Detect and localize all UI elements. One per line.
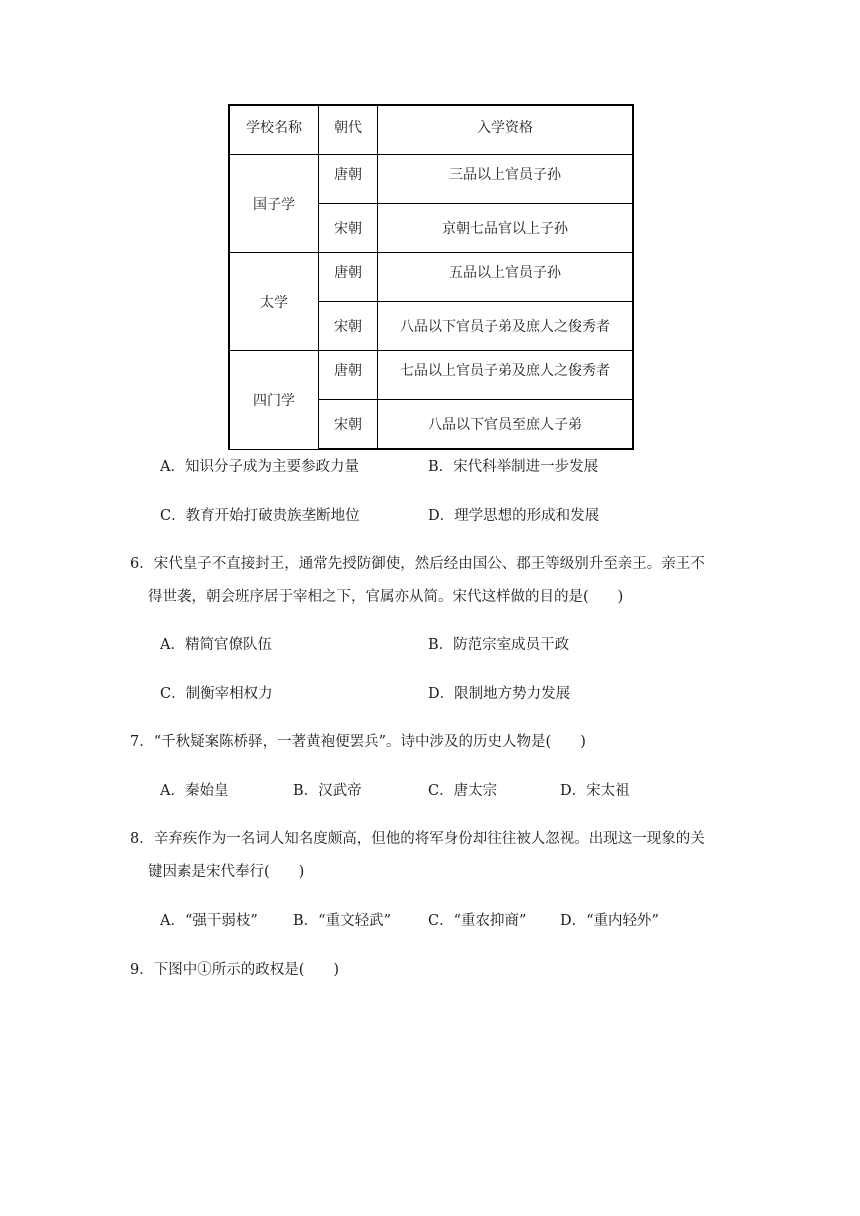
qualification-cell: 八品以下官员至庶人子弟 bbox=[378, 400, 634, 450]
school-name-cell: 四门学 bbox=[229, 351, 319, 450]
q6-option-b[interactable]: B．防范宗室成员干政 bbox=[428, 637, 570, 653]
q8-stem-line2: 键因素是宋代奉行( ) bbox=[148, 864, 305, 880]
qualification-cell: 京朝七品官以上子孙 bbox=[378, 204, 634, 253]
q7-option-d[interactable]: D．宋太祖 bbox=[560, 783, 630, 799]
header-dynasty: 朝代 bbox=[319, 105, 378, 155]
q5-option-d[interactable]: D．理学思想的形成和发展 bbox=[428, 508, 600, 524]
school-name-cell: 国子学 bbox=[229, 155, 319, 253]
q9-stem: 9．下图中①所示的政权是( ) bbox=[130, 962, 340, 978]
school-name-cell: 太学 bbox=[229, 253, 319, 351]
q6-stem-line1: 6．宋代皇子不直接封王，通常先授防御使，然后经由国公、郡王等级别升至亲王。亲王不 bbox=[130, 556, 705, 572]
q5-option-a[interactable]: A．知识分子成为主要参政力量 bbox=[160, 459, 359, 475]
dynasty-cell: 唐朝 bbox=[319, 351, 378, 400]
qualification-cell: 七品以上官员子弟及庶人之俊秀者 bbox=[378, 351, 634, 400]
q6-option-d[interactable]: D．限制地方势力发展 bbox=[428, 686, 571, 702]
header-school-name: 学校名称 bbox=[229, 105, 319, 155]
qualification-cell: 五品以上官员子孙 bbox=[378, 253, 634, 302]
qualification-cell: 三品以上官员子孙 bbox=[378, 155, 634, 204]
dynasty-cell: 宋朝 bbox=[319, 302, 378, 351]
dynasty-cell: 宋朝 bbox=[319, 400, 378, 450]
q7-stem: 7．“千秋疑案陈桥驿，一著黄袍便罢兵”。诗中涉及的历史人物是( ) bbox=[130, 734, 586, 750]
dynasty-cell: 宋朝 bbox=[319, 204, 378, 253]
q6-stem-line2: 得世袭，朝会班序居于宰相之下，官属亦从简。宋代这样做的目的是( ) bbox=[148, 589, 624, 605]
q8-option-b[interactable]: B．“重文轻武” bbox=[293, 913, 391, 929]
q6-option-a[interactable]: A．精简官僚队伍 bbox=[160, 637, 272, 653]
q7-option-c[interactable]: C．唐太宗 bbox=[428, 783, 498, 799]
q8-option-c[interactable]: C．“重农抑商” bbox=[428, 913, 527, 929]
qualification-cell: 八品以下官员子弟及庶人之俊秀者 bbox=[378, 302, 634, 351]
q7-option-b[interactable]: B．汉武帝 bbox=[293, 783, 362, 799]
dynasty-cell: 唐朝 bbox=[319, 253, 378, 302]
dynasty-cell: 唐朝 bbox=[319, 155, 378, 204]
q6-option-c[interactable]: C．制衡宰相权力 bbox=[160, 686, 273, 702]
q8-option-a[interactable]: A．“强干弱枝” bbox=[160, 913, 258, 929]
q8-stem-line1: 8．辛弃疾作为一名词人知名度颇高，但他的将军身份却往往被人忽视。出现这一现象的关 bbox=[130, 831, 705, 847]
q7-option-a[interactable]: A．秦始皇 bbox=[160, 783, 229, 799]
q5-option-c[interactable]: C．教育开始打破贵族垄断地位 bbox=[160, 508, 360, 524]
q8-option-d[interactable]: D．“重内轻外” bbox=[560, 913, 659, 929]
header-qualification: 入学资格 bbox=[378, 105, 634, 155]
school-admission-table bbox=[228, 104, 634, 450]
q5-option-b[interactable]: B．宋代科举制进一步发展 bbox=[428, 459, 599, 475]
